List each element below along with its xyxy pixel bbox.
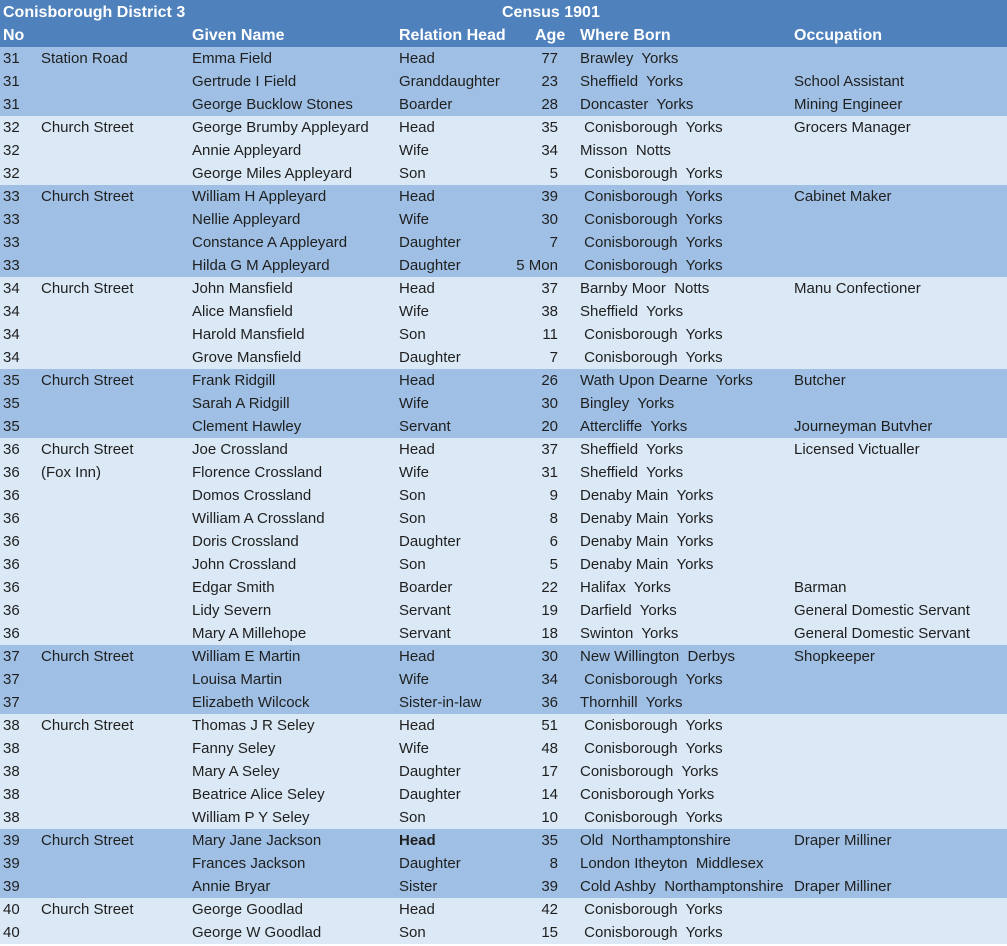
cell-occupation: Licensed Victualler [794,441,920,458]
cell-age: 36 [541,694,558,711]
table-row [0,484,1007,507]
cell-where-born: Conisborough Yorks [580,901,723,918]
cell-given-name: George W Goodlad [192,924,322,941]
census-rows [0,47,1007,944]
census-title: Census 1901 [502,4,600,21]
cell-age: 10 [541,809,558,826]
cell-given-name: Mary A Seley [192,763,280,780]
cell-where-born: Misson Notts [580,142,671,159]
cell-given-name: William E Martin [192,648,301,665]
cell-given-name: George Goodlad [192,901,303,918]
cell-no: 36 [3,487,20,504]
cell-no: 33 [3,211,20,228]
cell-street: Church Street [41,372,134,389]
cell-relation: Daughter [399,533,461,550]
cell-age: 34 [541,671,558,688]
cell-relation: Daughter [399,257,461,274]
cell-relation: Daughter [399,349,461,366]
cell-given-name: John Mansfield [192,280,293,297]
cell-age: 23 [541,73,558,90]
cell-occupation: Butcher [794,372,846,389]
cell-where-born: Conisborough Yorks [580,786,715,803]
cell-street: (Fox Inn) [41,464,102,481]
cell-age: 7 [549,349,558,366]
cell-no: 38 [3,809,20,826]
cell-relation: Head [399,188,435,205]
cell-street: Church Street [41,280,134,297]
cell-no: 38 [3,717,20,734]
cell-age: 15 [541,924,558,941]
cell-relation: Son [399,326,426,343]
table-row [0,438,1007,461]
cell-no: 33 [3,257,20,274]
cell-age: 38 [541,303,558,320]
cell-age: 5 [549,165,558,182]
cell-relation: Boarder [399,579,453,596]
cell-given-name: William P Y Seley [192,809,310,826]
table-row [0,93,1007,116]
cell-no: 35 [3,418,20,435]
cell-age: 9 [549,487,558,504]
sheet-title-row [0,0,1007,24]
cell-given-name: Doris Crossland [192,533,299,550]
cell-given-name: Lidy Severn [192,602,272,619]
cell-relation: Servant [399,602,451,619]
cell-given-name: John Crossland [192,556,297,573]
cell-relation: Boarder [399,96,453,113]
cell-age: 51 [541,717,558,734]
cell-no: 40 [3,924,20,941]
table-row [0,645,1007,668]
cell-where-born: Attercliffe Yorks [580,418,688,435]
cell-occupation: Manu Confectioner [794,280,921,297]
cell-relation: Son [399,556,426,573]
cell-given-name: Grove Mansfield [192,349,302,366]
cell-where-born: Conisborough Yorks [580,924,723,941]
cell-where-born: Conisborough Yorks [580,740,723,757]
cell-age: 35 [541,119,558,136]
cell-given-name: William A Crossland [192,510,325,527]
cell-given-name: Florence Crossland [192,464,323,481]
cell-given-name: Hilda G M Appleyard [192,257,330,274]
table-row [0,691,1007,714]
table-row [0,185,1007,208]
col-occupation: Occupation [794,27,883,44]
table-row [0,668,1007,691]
cell-relation: Head [399,119,435,136]
cell-no: 38 [3,786,20,803]
cell-age: 39 [541,878,558,895]
cell-given-name: Sarah A Ridgill [192,395,290,412]
cell-street: Church Street [41,717,134,734]
cell-where-born: London Itheyton Middlesex [580,855,764,872]
cell-where-born: Conisborough Yorks [580,119,723,136]
col-age: Age [535,27,566,44]
cell-occupation: Barman [794,579,847,596]
cell-age: 42 [541,901,558,918]
cell-given-name: Harold Mansfield [192,326,305,343]
table-row [0,300,1007,323]
table-row [0,576,1007,599]
cell-street: Church Street [41,901,134,918]
cell-relation: Wife [399,464,429,481]
cell-relation: Wife [399,142,429,159]
cell-no: 36 [3,602,20,619]
cell-age: 77 [541,50,558,67]
cell-no: 36 [3,625,20,642]
cell-no: 38 [3,740,20,757]
cell-given-name: George Bucklow Stones [192,96,353,113]
cell-occupation: General Domestic Servant [794,625,970,642]
cell-where-born: Old Northamptonshire [580,832,731,849]
cell-given-name: Annie Appleyard [192,142,302,159]
cell-occupation: Draper Milliner [794,832,892,849]
table-row [0,461,1007,484]
cell-age: 30 [541,648,558,665]
cell-age: 5 Mon [516,257,558,274]
cell-given-name: Gertrude I Field [192,73,297,90]
cell-given-name: Edgar Smith [192,579,275,596]
cell-age: 19 [541,602,558,619]
table-row [0,921,1007,944]
table-row [0,231,1007,254]
cell-relation: Granddaughter [399,73,500,90]
cell-no: 36 [3,464,20,481]
cell-given-name: Constance A Appleyard [192,234,348,251]
table-row [0,507,1007,530]
cell-street: Church Street [41,648,134,665]
table-row [0,415,1007,438]
cell-street: Church Street [41,188,134,205]
cell-relation: Head [399,648,435,665]
col-relation: Relation Head [399,27,506,44]
table-row [0,875,1007,898]
table-row [0,737,1007,760]
cell-age: 30 [541,211,558,228]
col-where-born: Where Born [580,27,671,44]
cell-no: 34 [3,349,20,366]
cell-no: 33 [3,234,20,251]
table-row [0,553,1007,576]
cell-age: 34 [541,142,558,159]
cell-where-born: Halifax Yorks [580,579,671,596]
cell-no: 31 [3,50,20,67]
table-row [0,254,1007,277]
cell-given-name: Elizabeth Wilcock [192,694,310,711]
cell-where-born: Conisborough Yorks [580,211,723,228]
cell-where-born: Conisborough Yorks [580,257,723,274]
cell-age: 31 [541,464,558,481]
cell-no: 38 [3,763,20,780]
cell-no: 34 [3,280,20,297]
cell-street: Station Road [41,50,128,67]
cell-given-name: Thomas J R Seley [192,717,315,734]
table-row [0,852,1007,875]
cell-age: 8 [549,855,558,872]
cell-given-name: Frances Jackson [192,855,306,872]
table-row [0,392,1007,415]
cell-no: 33 [3,188,20,205]
cell-relation: Wife [399,211,429,228]
cell-where-born: Conisborough Yorks [580,234,723,251]
cell-relation: Head [399,717,435,734]
cell-no: 36 [3,510,20,527]
cell-relation: Servant [399,418,451,435]
cell-relation: Servant [399,625,451,642]
cell-where-born: Thornhill Yorks [580,694,683,711]
cell-age: 22 [541,579,558,596]
cell-no: 35 [3,395,20,412]
cell-where-born: Sheffield Yorks [580,441,684,458]
table-row [0,139,1007,162]
cell-no: 39 [3,855,20,872]
cell-no: 31 [3,73,20,90]
cell-no: 32 [3,142,20,159]
table-row [0,783,1007,806]
table-row [0,530,1007,553]
cell-where-born: Conisborough Yorks [580,165,723,182]
cell-relation: Head [399,372,435,389]
cell-age: 26 [541,372,558,389]
cell-where-born: Sheffield Yorks [580,303,684,320]
cell-relation: Son [399,924,426,941]
cell-given-name: William H Appleyard [192,188,327,205]
cell-where-born: Brawley Yorks [580,50,679,67]
cell-occupation: Mining Engineer [794,96,903,113]
cell-no: 39 [3,878,20,895]
table-row [0,369,1007,392]
cell-where-born: Doncaster Yorks [580,96,694,113]
cell-relation: Wife [399,395,429,412]
table-row [0,47,1007,70]
cell-no: 37 [3,671,20,688]
cell-no: 34 [3,326,20,343]
table-row [0,277,1007,300]
table-row [0,622,1007,645]
cell-no: 36 [3,441,20,458]
cell-given-name: Joe Crossland [192,441,288,458]
cell-age: 8 [549,510,558,527]
cell-relation: Head [399,280,435,297]
cell-age: 30 [541,395,558,412]
table-row [0,714,1007,737]
cell-given-name: Nellie Appleyard [192,211,301,228]
cell-relation: Son [399,510,426,527]
cell-relation: Daughter [399,234,461,251]
cell-age: 6 [549,533,558,550]
cell-where-born: Denaby Main Yorks [580,510,714,527]
cell-age: 39 [541,188,558,205]
cell-where-born: Conisborough Yorks [580,326,723,343]
cell-given-name: Frank Ridgill [192,372,276,389]
table-row [0,208,1007,231]
cell-where-born: Conisborough Yorks [580,809,723,826]
cell-given-name: Louisa Martin [192,671,283,688]
cell-age: 17 [541,763,558,780]
cell-occupation: Draper Milliner [794,878,892,895]
table-row [0,70,1007,93]
cell-occupation: Grocers Manager [794,119,911,136]
cell-relation: Son [399,165,426,182]
cell-given-name: Alice Mansfield [192,303,293,320]
cell-occupation: Shopkeeper [794,648,875,665]
cell-where-born: Conisborough Yorks [580,717,723,734]
cell-age: 37 [541,441,558,458]
cell-where-born: Denaby Main Yorks [580,487,714,504]
cell-where-born: Barnby Moor Notts [580,280,710,297]
cell-no: 32 [3,119,20,136]
table-row [0,323,1007,346]
table-row [0,898,1007,921]
cell-age: 11 [542,326,558,343]
cell-age: 28 [541,96,558,113]
col-no: No [3,27,25,44]
cell-given-name: George Miles Appleyard [192,165,353,182]
cell-relation: Son [399,809,426,826]
cell-where-born: Conisborough Yorks [580,671,723,688]
cell-where-born: Sheffield Yorks [580,73,684,90]
cell-occupation: Cabinet Maker [794,188,892,205]
cell-where-born: Cold Ashby Northamptonshire [580,878,784,895]
cell-relation: Daughter [399,763,461,780]
cell-no: 40 [3,901,20,918]
cell-age: 5 [549,556,558,573]
cell-where-born: Darfield Yorks [580,602,677,619]
cell-no: 36 [3,533,20,550]
table-row [0,760,1007,783]
cell-no: 32 [3,165,20,182]
cell-relation: Head [399,832,436,849]
cell-no: 39 [3,832,20,849]
cell-where-born: Conisborough Yorks [580,188,723,205]
table-row [0,162,1007,185]
cell-given-name: Clement Hawley [192,418,302,435]
cell-given-name: Mary Jane Jackson [192,832,322,849]
cell-street: Church Street [41,832,134,849]
cell-relation: Head [399,441,435,458]
cell-where-born: Denaby Main Yorks [580,533,714,550]
cell-relation: Daughter [399,786,461,803]
table-row [0,116,1007,139]
cell-relation: Head [399,901,435,918]
cell-given-name: Beatrice Alice Seley [192,786,325,803]
col-given-name: Given Name [192,27,285,44]
table-row [0,806,1007,829]
cell-given-name: Domos Crossland [192,487,312,504]
cell-where-born: Wath Upon Dearne Yorks [580,372,753,389]
district-title: Conisborough District 3 [3,4,186,21]
table-row [0,599,1007,622]
cell-where-born: Conisborough Yorks [580,763,719,780]
cell-occupation: School Assistant [794,73,905,90]
cell-no: 37 [3,648,20,665]
cell-relation: Sister [399,878,438,895]
cell-relation: Head [399,50,435,67]
cell-relation: Son [399,487,426,504]
cell-occupation: General Domestic Servant [794,602,970,619]
cell-given-name: Emma Field [192,50,273,67]
table-row [0,829,1007,852]
cell-no: 36 [3,556,20,573]
cell-given-name: Annie Bryar [192,878,271,895]
cell-no: 31 [3,96,20,113]
cell-age: 48 [541,740,558,757]
column-header-row [0,24,1007,47]
cell-given-name: George Brumby Appleyard [192,119,369,136]
cell-where-born: Denaby Main Yorks [580,556,714,573]
cell-where-born: Bingley Yorks [580,395,675,412]
cell-relation: Wife [399,740,429,757]
cell-age: 35 [541,832,558,849]
cell-relation: Wife [399,303,429,320]
table-row [0,346,1007,369]
cell-no: 34 [3,303,20,320]
cell-given-name: Fanny Seley [192,740,276,757]
cell-relation: Daughter [399,855,461,872]
cell-given-name: Mary A Millehope [192,625,307,642]
cell-occupation: Journeyman Butvher [794,418,933,435]
cell-no: 37 [3,694,20,711]
cell-age: 37 [541,280,558,297]
cell-street: Church Street [41,119,134,136]
cell-age: 7 [549,234,558,251]
cell-where-born: Conisborough Yorks [580,349,723,366]
cell-age: 18 [541,625,558,642]
cell-where-born: Swinton Yorks [580,625,679,642]
cell-where-born: Sheffield Yorks [580,464,684,481]
cell-where-born: New Willington Derbys [580,648,736,665]
cell-age: 14 [541,786,558,803]
cell-no: 36 [3,579,20,596]
cell-no: 35 [3,372,20,389]
cell-age: 20 [541,418,558,435]
cell-relation: Wife [399,671,429,688]
cell-street: Church Street [41,441,134,458]
cell-relation: Sister-in-law [399,694,482,711]
